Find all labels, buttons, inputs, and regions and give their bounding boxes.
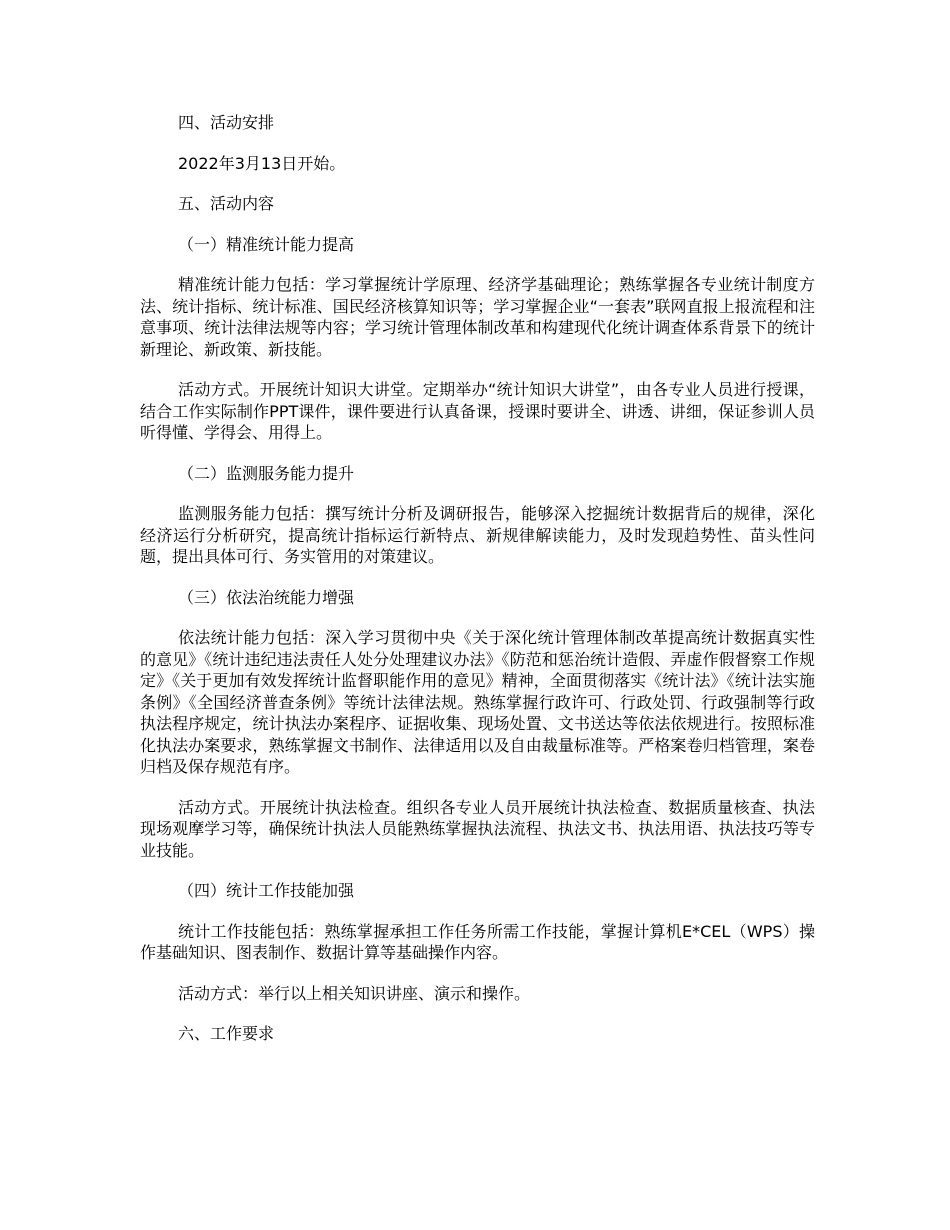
section-heading-schedule: 四、活动安排 [178,113,275,132]
subheading-work-skills: （四）统计工作技能加强 [178,881,355,900]
document-body [140,112,815,1064]
paragraph-work-skills: 统计工作技能包括：熟练掌握承担工作任务所需工作技能，掌握计算机E*CEL（WPS）操作基础知识、图表制作、数据计算等基础操作内容。 [140,921,815,962]
paragraph-lecture-method: 活动方式。开展统计知识大讲堂。定期举办“统计知识大讲堂”，由各专业人员进行授课，结合工作实际制作PPT课件，课件要进行认真备课，授课时要讲全、讲透、讲细，保证参训人员听得懂、学得会、用得上。 [140,380,815,442]
paragraph-training-method: 活动方式：举行以上相关知识讲座、演示和操作。 [178,983,531,1003]
subheading-monitoring: （二）监测服务能力提升 [178,463,355,483]
section-heading-requirements: 六、工作要求 [178,1024,275,1043]
paragraph-precision-stats: 精准统计能力包括：学习掌握统计学原理、经济学基础理论；熟练掌握各专业统计制度方法、统计指标、统计标准、国民经济核算知识等；学习掌握企业“一套表”联网直报上报流程和注意事项、统计法律法规等内容；学习统计管理体制改革和构建现代化统计调查体系背景下的统计新理论、新政策、新技能。 [140,275,815,359]
paragraph-inspection-method: 活动方式。开展统计执法检查。组织各专业人员开展统计执法检查、数据质量核查、执法现场观摩学习等，确保统计执法人员能熟练掌握执法流程、执法文书、执法用语、执法技巧等专业技能。 [140,797,815,860]
section-heading-content: 五、活动内容 [178,194,275,213]
paragraph-rule-of-law: 依法统计能力包括：深入学习贯彻中央《关于深化统计管理体制改革提高统计数据真实性的意见》《统计违纪违法责任人处分处理建议办法》《防范和惩治统计造假、弄虚作假督察工作规定》《关于更加有效发挥统计监督职能作用的意见》精神，全面贯彻落实《统计法》《统计法实施条例》《全国经济普查条例》等统计法律法规。熟练掌握行政许可、行政处罚、行政强制等行政执法程序规定，统计执法办案程序、证据收集、现场处置、文书送达等依法依规进行。按照标准化执法办案要求，熟练掌握文书制作、法律适用以及自由裁量标准等。严格案卷归档管理，案卷归档及保存规范有序。 [140,628,815,776]
paragraph-monitoring: 监测服务能力包括：撰写统计分析及调研报告，能够深入挖掘统计数据背后的规律，深化经济运行分析研究，提高统计指标运行新特点、新规律解读能力，及时发现趋势性、苗头性问题，提出具体可行、务实管用的对策建议。 [140,504,815,566]
subheading-precision-stats: （一）精准统计能力提高 [178,234,355,254]
subheading-rule-of-law: （三）依法治统能力增强 [178,587,355,607]
paragraph-start-date: 2022年3月13日开始。 [178,153,346,173]
